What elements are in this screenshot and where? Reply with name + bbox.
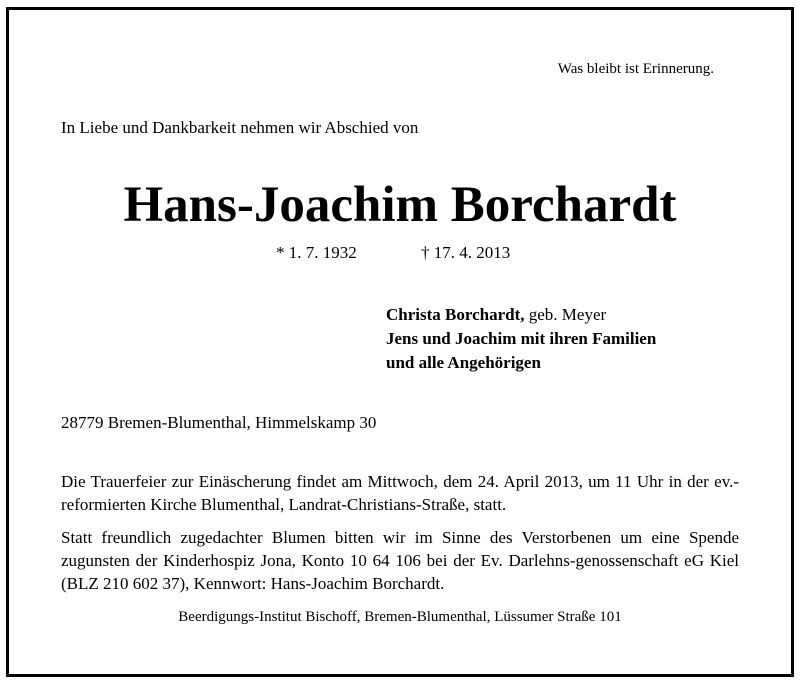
mourners-block — [386, 303, 656, 375]
mourner-line-2: Jens und Joachim mit ihren Familien — [386, 329, 657, 348]
funeral-home-line: Beerdigungs-Institut Bischoff, Bremen-Blumenthal, Lüssumer Straße 101 — [178, 609, 622, 625]
death-date: † 17. 4. 2013 — [421, 243, 511, 262]
deceased-name: Hans-Joachim Borchardt — [123, 177, 677, 233]
family-address: 28779 Bremen-Blumenthal, Himmelskamp 30 — [61, 413, 377, 432]
mourner-line-3: und alle Angehörigen — [386, 353, 541, 372]
mourner-line-1 — [386, 303, 656, 327]
mourner-spouse-maiden-name: geb. Meyer — [524, 305, 607, 324]
birth-date: * 1. 7. 1932 — [276, 243, 357, 262]
intro-text: In Liebe und Dankbarkeit nehmen wir Abschied von — [61, 118, 419, 137]
funeral-service-paragraph: Die Trauerfeier zur Einäscherung findet am Mittwoch, dem 24. April 2013, um 11 Uhr in der ev.-reformierten Kirche Blumenthal, Landrat-Christians-Straße, statt. — [61, 472, 739, 514]
mourner-spouse-name: Christa Borchardt, — [386, 305, 525, 324]
motto-text: Was bleibt ist Erinnerung. — [557, 61, 714, 77]
donation-paragraph: Statt freundlich zugedachter Blumen bitten wir im Sinne des Verstorbenen um eine Spende zugunsten der Kinderhospiz Jona, Konto 10 64 106 bei der Ev. Darlehns-genossenschaft eG Kiel (BLZ 210 602 37), Kennwort: Hans-Joachim Borchardt. — [61, 528, 739, 593]
